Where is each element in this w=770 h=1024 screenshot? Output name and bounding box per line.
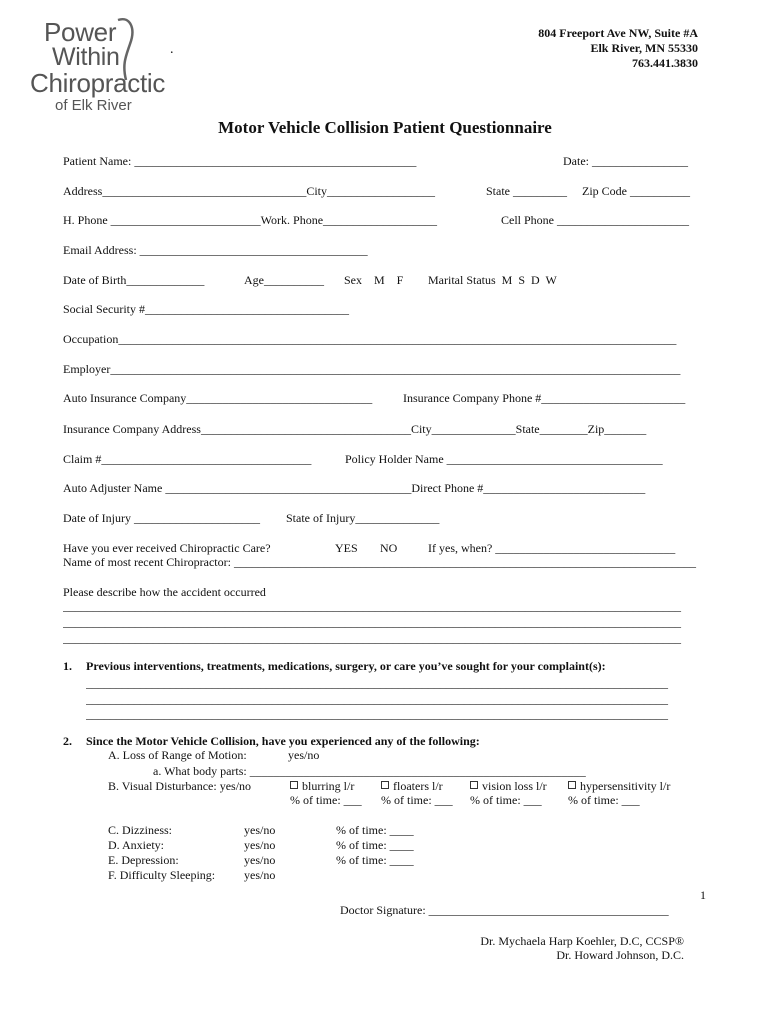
q2c-yes-no[interactable]: yes/no bbox=[244, 823, 276, 837]
q2c-label: C. Dizziness: bbox=[108, 823, 172, 837]
email-field[interactable]: Email Address: ______________________________________ bbox=[63, 243, 368, 257]
zip-field[interactable]: Zip Code __________ bbox=[582, 184, 690, 198]
q2a-yes-no[interactable]: yes/no bbox=[288, 748, 320, 762]
pct-floaters-field[interactable]: % of time: ___ bbox=[381, 793, 453, 807]
q2a-body-parts-field[interactable]: a. What body parts: ________________________________________________________ bbox=[153, 764, 586, 778]
auto-insurance-field[interactable]: Auto Insurance Company_______________________________ bbox=[63, 391, 373, 405]
logo-line-2: Within bbox=[52, 43, 120, 71]
q1-line-3[interactable]: _________________________________________________________________________________________________ bbox=[86, 707, 668, 721]
clinic-address-block bbox=[538, 26, 698, 71]
checkbox-icon[interactable] bbox=[470, 781, 478, 789]
clinic-city: Elk River, MN 55330 bbox=[590, 41, 698, 55]
accident-line-3[interactable]: _______________________________________________________________________________________________________ bbox=[63, 631, 681, 645]
cell-phone-field[interactable]: Cell Phone ______________________ bbox=[501, 213, 689, 227]
recent-chiropractor-field[interactable]: Name of most recent Chiropractor: _____________________________________________________________________________ bbox=[63, 555, 696, 569]
checkbox-icon[interactable] bbox=[290, 781, 298, 789]
q2c-pct-field[interactable]: % of time: ____ bbox=[336, 823, 414, 837]
policy-holder-field[interactable]: Policy Holder Name ____________________________________ bbox=[345, 452, 663, 466]
q2d-label: D. Anxiety: bbox=[108, 838, 164, 852]
age-field[interactable]: Age__________ bbox=[244, 273, 324, 287]
accident-line-1[interactable]: _______________________________________________________________________________________________________ bbox=[63, 599, 681, 613]
q2f-yes-no[interactable]: yes/no bbox=[244, 868, 276, 882]
q2e-yes-no[interactable]: yes/no bbox=[244, 853, 276, 867]
q2d-yes-no[interactable]: yes/no bbox=[244, 838, 276, 852]
insurance-address-field[interactable]: Insurance Company Address___________________________________City______________State________Zip_______ bbox=[63, 422, 647, 436]
clinic-street: 804 Freeport Ave NW, Suite #A bbox=[538, 26, 698, 40]
q1-number: 1. bbox=[63, 659, 72, 673]
clinic-phone: 763.441.3830 bbox=[632, 56, 698, 70]
q2-number: 2. bbox=[63, 734, 72, 748]
checkbox-icon[interactable] bbox=[381, 781, 389, 789]
q2b-label[interactable]: B. Visual Disturbance: yes/no bbox=[108, 779, 252, 793]
q2e-label: E. Depression: bbox=[108, 853, 179, 867]
page-number: 1 bbox=[700, 888, 706, 902]
page-title: Motor Vehicle Collision Patient Questionnaire bbox=[218, 118, 552, 137]
pct-hypersensitivity-field[interactable]: % of time: ___ bbox=[568, 793, 640, 807]
checkbox-icon[interactable] bbox=[568, 781, 576, 789]
doctor-signature-field[interactable]: Doctor Signature: ________________________________________ bbox=[340, 903, 669, 917]
option-vision-loss-label: vision loss l/r bbox=[482, 779, 547, 793]
chiro-care-question: Have you ever received Chiropractic Care? bbox=[63, 541, 271, 555]
option-hypersensitivity[interactable] bbox=[568, 779, 670, 793]
chiro-no-option[interactable]: NO bbox=[380, 541, 398, 555]
pct-blurring-field[interactable]: % of time: ___ bbox=[290, 793, 362, 807]
option-hypersensitivity-label: hypersensitivity l/r bbox=[580, 779, 671, 793]
date-of-injury-field[interactable]: Date of Injury _____________________ bbox=[63, 511, 260, 525]
option-blurring-label: blurring l/r bbox=[302, 779, 355, 793]
doctor-name-2: Dr. Howard Johnson, D.C. bbox=[556, 948, 684, 962]
option-blurring[interactable] bbox=[290, 779, 354, 793]
pct-vision-loss-field[interactable]: % of time: ___ bbox=[470, 793, 542, 807]
marital-status-field[interactable]: Marital Status M S D W bbox=[428, 273, 557, 287]
ssn-field[interactable]: Social Security #__________________________________ bbox=[63, 302, 349, 316]
adjuster-field[interactable]: Auto Adjuster Name _________________________________________Direct Phone #___________________________ bbox=[63, 481, 646, 495]
state-of-injury-field[interactable]: State of Injury______________ bbox=[286, 511, 440, 525]
patient-name-field[interactable]: Patient Name: _______________________________________________ bbox=[63, 154, 417, 168]
option-floaters-label: floaters l/r bbox=[393, 779, 443, 793]
q1-text: Previous interventions, treatments, medications, surgery, or care you’ve sought for your complaint(s): bbox=[86, 659, 606, 673]
q2f-label: F. Difficulty Sleeping: bbox=[108, 868, 216, 882]
logo-line-1: Power bbox=[44, 17, 117, 47]
q2d-pct-field[interactable]: % of time: ____ bbox=[336, 838, 414, 852]
claim-number-field[interactable]: Claim #___________________________________ bbox=[63, 452, 312, 466]
clinic-logo bbox=[30, 14, 166, 114]
q1-line-2[interactable]: _________________________________________________________________________________________________ bbox=[86, 692, 668, 706]
q2e-pct-field[interactable]: % of time: ____ bbox=[336, 853, 414, 867]
home-work-phone-field[interactable]: H. Phone _________________________Work. Phone___________________ bbox=[63, 213, 438, 227]
q2-text: Since the Motor Vehicle Collision, have you experienced any of the following: bbox=[86, 734, 480, 748]
occupation-field[interactable]: Occupation_____________________________________________________________________________________________ bbox=[63, 332, 677, 346]
option-floaters[interactable] bbox=[381, 779, 443, 793]
logo-line-4: of Elk River bbox=[55, 97, 132, 114]
accident-description-label: Please describe how the accident occurred bbox=[63, 585, 266, 599]
dob-field[interactable]: Date of Birth_____________ bbox=[63, 273, 205, 287]
chiro-when-field[interactable]: If yes, when? ______________________________ bbox=[428, 541, 676, 555]
chiro-yes-option[interactable]: YES bbox=[335, 541, 358, 555]
insurance-phone-field[interactable]: Insurance Company Phone #________________________ bbox=[403, 391, 686, 405]
accident-line-2[interactable]: _______________________________________________________________________________________________________ bbox=[63, 615, 681, 629]
doctor-name-1: Dr. Mychaela Harp Koehler, D.C, CCSP® bbox=[480, 934, 684, 948]
q1-line-1[interactable]: _________________________________________________________________________________________________ bbox=[86, 676, 668, 690]
address-field[interactable]: Address__________________________________City__________________ bbox=[63, 184, 435, 198]
date-field[interactable]: Date: ________________ bbox=[563, 154, 688, 168]
option-vision-loss[interactable] bbox=[470, 779, 547, 793]
header-dot: . bbox=[170, 42, 174, 57]
q2a-label: A. Loss of Range of Motion: bbox=[108, 748, 247, 762]
sex-field[interactable]: Sex M F bbox=[344, 273, 404, 287]
employer-field[interactable]: Employer_______________________________________________________________________________________________ bbox=[63, 362, 681, 376]
state-field[interactable]: State _________ bbox=[486, 184, 567, 198]
logo-line-3: Chiropractic bbox=[30, 68, 166, 98]
